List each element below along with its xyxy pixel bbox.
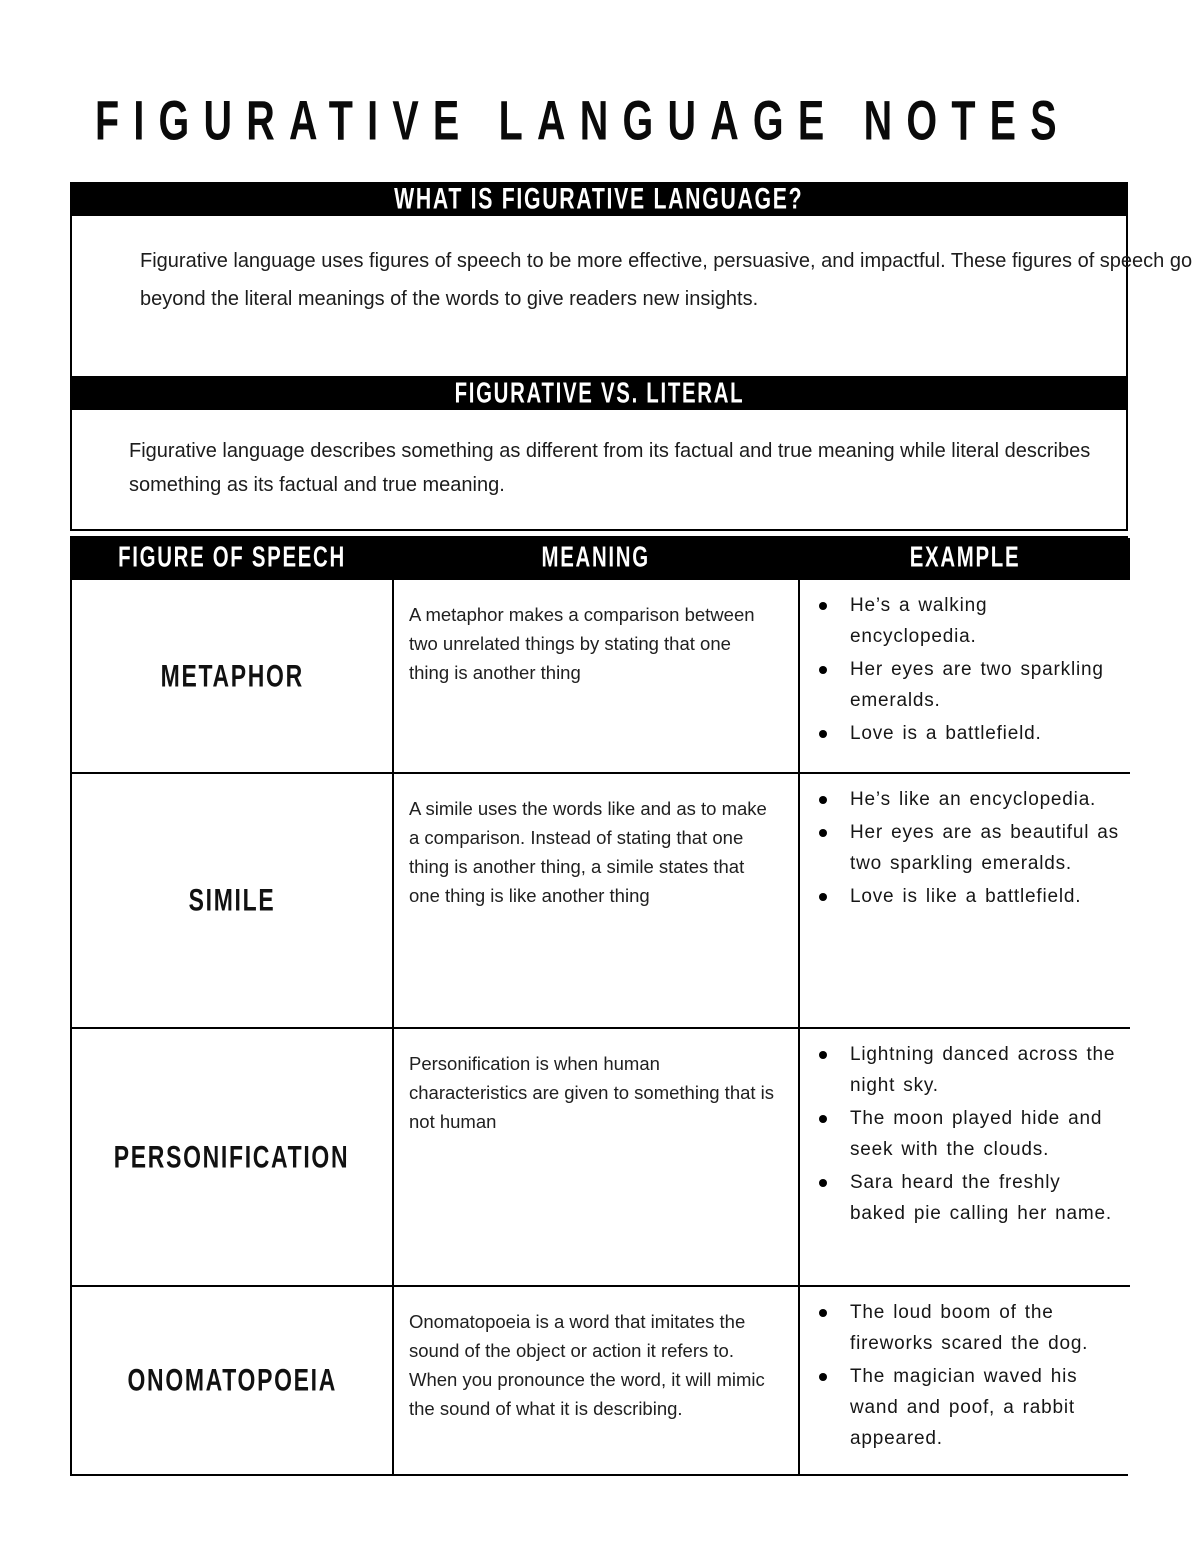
example-item: The magician waved his wand and poof, a rabbit appeared. xyxy=(816,1361,1122,1454)
figure-label: SIMILE xyxy=(188,882,276,918)
figures-of-speech-table xyxy=(70,536,1128,1476)
example-item: Lightning danced across the night sky. xyxy=(816,1039,1122,1101)
example-item: Love is like a battlefield. xyxy=(816,881,1122,912)
examples-list xyxy=(816,590,1122,749)
table-header-figure-label: FIGURE OF SPEECH xyxy=(118,541,346,574)
examples-list xyxy=(816,784,1122,912)
section-1-body xyxy=(70,216,1193,378)
meaning-text: Onomatopoeia is a word that imitates the sound of the object or action it refers to. When you pronounce the word, it will mimic the sound of what it is describing. xyxy=(409,1311,765,1419)
example-item: He’s like an encyclopedia. xyxy=(816,784,1122,815)
table-row-metaphor-meaning-cell xyxy=(392,578,800,772)
section-2-body xyxy=(70,410,1128,531)
table-row-simile-examples-cell xyxy=(800,772,1130,1027)
examples-list xyxy=(816,1039,1122,1229)
example-item: He’s a walking encyclopedia. xyxy=(816,590,1122,652)
meaning-text: Personification is when human characteristics are given to something that is not human xyxy=(409,1053,775,1132)
table-row-onomatopoeia-figure-cell xyxy=(72,1285,392,1474)
section-2-heading: FIGURATIVE VS. LITERAL xyxy=(454,377,744,410)
table-header-example-label: EXAMPLE xyxy=(909,541,1021,574)
example-item: The moon played hide and seek with the clouds. xyxy=(816,1103,1122,1165)
figure-label: PERSONIFICATION xyxy=(114,1139,350,1174)
example-item: Her eyes are as beautiful as two sparkling emeralds. xyxy=(816,817,1122,879)
page-title: FIGURATIVE LANGUAGE NOTES xyxy=(95,89,1071,152)
table-row-personification-figure-cell xyxy=(72,1027,392,1285)
example-item: The loud boom of the fireworks scared the dog. xyxy=(816,1297,1122,1359)
section-1-heading: WHAT IS FIGURATIVE LANGUAGE? xyxy=(394,181,804,216)
table-row-onomatopoeia-meaning-cell xyxy=(392,1285,800,1474)
table-header-example xyxy=(800,538,1130,578)
table-row-onomatopoeia-examples-cell xyxy=(800,1285,1130,1474)
table-header-meaning-label: MEANING xyxy=(541,541,651,574)
figure-label: ONOMATOPOEIA xyxy=(127,1362,337,1398)
content-column xyxy=(70,181,1193,1476)
table-row-simile-meaning-cell xyxy=(392,772,800,1027)
table-row-personification-meaning-cell xyxy=(392,1027,800,1285)
example-item: Sara heard the freshly baked pie calling her name. xyxy=(816,1167,1122,1229)
table-row-simile-figure-cell xyxy=(72,772,392,1027)
section-1-paragraph: Figurative language uses figures of speech to be more effective, persuasive, and impactful. These figures of speech go beyond the literal meanings of the words to give readers new insights. xyxy=(140,250,1193,310)
table-row-personification-examples-cell xyxy=(800,1027,1130,1285)
section-2-paragraph: Figurative language describes something as different from its factual and true meaning while literal describes something as its factual and true meaning. xyxy=(129,440,1091,496)
example-item: Love is a battlefield. xyxy=(816,718,1122,749)
table-row-metaphor-figure-cell xyxy=(72,578,392,772)
figure-label: METAPHOR xyxy=(160,658,304,693)
section-1-header-bar xyxy=(70,182,1128,216)
examples-list xyxy=(816,1297,1122,1454)
table-header-figure-of-speech xyxy=(72,538,392,578)
meaning-text: A metaphor makes a comparison between two unrelated things by stating that one thing is another thing xyxy=(409,604,755,683)
meaning-text: A simile uses the words like and as to make a comparison. Instead of stating that one thing is another thing, a simile states that one thing is like another thing xyxy=(409,798,767,906)
section-2-header-bar xyxy=(70,378,1128,410)
example-item: Her eyes are two sparkling emeralds. xyxy=(816,654,1122,716)
table-header-meaning xyxy=(392,538,800,578)
table-row-metaphor-examples-cell xyxy=(800,578,1130,772)
